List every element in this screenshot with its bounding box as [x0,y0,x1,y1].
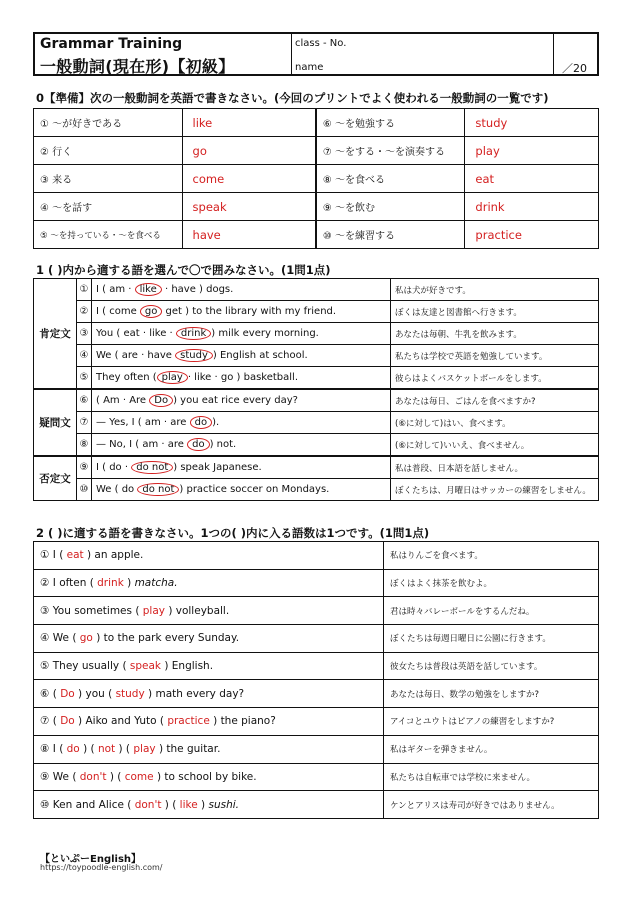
japanese-translation: ぼくは友達と図書館へ行きます。 [391,301,599,323]
table-row [34,389,599,412]
score-label: ／20 [562,62,587,75]
vocab-answer: play [465,137,599,165]
sentence: I ( am · like · have ) dogs. [92,279,391,301]
vocab-question: ① ～が好きである [34,109,183,137]
answer-word: Do [60,715,75,728]
sentence: I ( do · do not ) speak Japanese. [92,456,391,479]
vocab-question: ⑤ ～を持っている・～を食べる [34,221,183,249]
site-url[interactable]: https://toypoodle-english.com/ [40,863,163,872]
sentence: ⑥ ( Do ) you ( study ) math every day? [34,680,384,708]
table-row [34,221,599,249]
table-row [34,165,599,193]
vocab-answer: go [182,137,316,165]
vocab-answer: have [182,221,316,249]
table-row [34,791,599,819]
title-cell [35,34,292,74]
table-row [34,735,599,763]
answer-word: come [124,770,154,783]
table-row [34,412,599,434]
answer-word: eat [66,549,84,562]
circled-answer: Do [149,394,173,407]
vocab-question: ⑩ ～を練習する [316,221,465,249]
japanese-translation: 私たちは学校で英語を勉強しています。 [391,345,599,367]
sentence: — Yes, I ( am · are do ). [92,412,391,434]
circled-answer: like [135,283,162,296]
vocab-question: ⑥ ～を勉強する [316,109,465,137]
sentence: — No, I ( am · are do ) not. [92,434,391,457]
circled-answer: study [175,349,213,362]
question-number: ① [77,279,92,301]
sentence: ⑧ I ( do ) ( not ) ( play ) the guitar. [34,735,384,763]
circled-answer: do not [137,483,179,496]
answer-word: like [179,798,198,811]
group-label-negative: 否定文 [34,456,77,501]
japanese-translation: ぼくたちは、月曜日はサッカーの練習をしません。 [391,479,599,501]
japanese-translation: あなたは毎日、ごはんを食べますか? [391,389,599,412]
brand-logo-text: 【といぷーEnglish】 [40,854,142,865]
question-number: ⑨ [77,456,92,479]
vocab-question: ⑨ ～を飲む [316,193,465,221]
japanese-translation: 私たちは自転車では学校に来ません。 [384,763,599,791]
sentence: You ( eat · like · drink ) milk every morning. [92,323,391,345]
circled-answer: do not [131,461,173,474]
table-row [34,708,599,736]
table-row [34,569,599,597]
table-row [34,301,599,323]
vocab-table [33,108,599,249]
japanese-translation: 彼女たちは普段は英語を話しています。 [384,652,599,680]
class-number-label: class - No. [295,38,347,49]
section2-title: 2 ( )に適する語を書きなさい。1つの( )内に入る語数は1つです。(1問1点) [36,526,430,540]
japanese-translation: 彼らはよくバスケットボールをします。 [391,367,599,390]
question-number: ⑩ [77,479,92,501]
answer-word: not [97,743,116,756]
circled-answer: drink [176,327,211,340]
title-japanese: 一般動詞(現在形)【初級】 [40,57,235,76]
sentence: ① I ( eat ) an apple. [34,542,384,570]
japanese-translation: ケンとアリスは寿司が好きではありません。 [384,791,599,819]
japanese-translation: 私は普段、日本語を話しません。 [391,456,599,479]
japanese-translation: ぼくたちは毎週日曜日に公園に行きます。 [384,625,599,653]
sentence: I ( come go get ) to the library with my friend. [92,301,391,323]
question-number: ⑤ [77,367,92,390]
table-row [34,109,599,137]
vocab-answer: practice [465,221,599,249]
answer-word: drink [97,577,124,590]
sentence: We ( are · have study ) English at school. [92,345,391,367]
vocab-answer: study [465,109,599,137]
group-label-question: 疑問文 [34,389,77,456]
worksheet-header [33,32,599,76]
answer-word: do [66,743,80,756]
answer-word: don't [79,770,107,783]
class-name-cell [291,34,554,74]
vocab-question: ③ 来る [34,165,183,193]
sentence: ② I often ( drink ) matcha. [34,569,384,597]
table-row [34,434,599,457]
table-row [34,680,599,708]
sentence: ③ You sometimes ( play ) volleyball. [34,597,384,625]
sentence: ⑩ Ken and Alice ( don't ) ( like ) sushi. [34,791,384,819]
answer-word: play [142,604,165,617]
japanese-translation: (⑥に対して)はい、食べます。 [391,412,599,434]
title-english: Grammar Training [40,36,183,52]
vocab-question: ② 行く [34,137,183,165]
answer-word: study [115,687,145,700]
answer-word: go [79,632,93,645]
sentence: ⑨ We ( don't ) ( come ) to school by bike. [34,763,384,791]
vocab-answer: eat [465,165,599,193]
fill-in-table [33,541,599,819]
answer-word: speak [129,660,162,673]
table-row [34,597,599,625]
section1-title: 1 ( )内から適する語を選んで〇で囲みなさい。(1問1点) [36,263,331,277]
question-number: ④ [77,345,92,367]
japanese-translation: (⑥に対して)いいえ、食べません。 [391,434,599,457]
circled-answer: play [157,371,188,384]
answer-word: don't [134,798,162,811]
answer-word: play [133,743,156,756]
circled-answer: do [187,438,209,451]
vocab-question: ⑧ ～を食べる [316,165,465,193]
vocab-answer: drink [465,193,599,221]
question-number: ⑥ [77,389,92,412]
sentence: We ( do do not ) practice soccer on Mondays. [92,479,391,501]
vocab-answer: come [182,165,316,193]
table-row [34,763,599,791]
japanese-translation: ぼくはよく抹茶を飲むよ。 [384,569,599,597]
circled-answer: do [190,416,212,429]
table-row [34,652,599,680]
sentence: ⑤ They usually ( speak ) English. [34,652,384,680]
vocab-answer: like [182,109,316,137]
japanese-translation: 私はりんごを食べます。 [384,542,599,570]
japanese-translation: 私は犬が好きです。 [391,279,599,301]
table-row [34,323,599,345]
sentence: They often ( play · like · go ) basketball. [92,367,391,390]
answer-word: practice [167,715,210,728]
japanese-translation: 私はギターを弾きません。 [384,735,599,763]
section0-title: 0【準備】次の一般動詞を英語で書きなさい。(今回のプリントでよく使われる一般動詞の一覧です) [36,91,549,105]
sentence: ( Am · Are Do ) you eat rice every day? [92,389,391,412]
question-number: ⑦ [77,412,92,434]
sentence: ⑦ ( Do ) Aiko and Yuto ( practice ) the piano? [34,708,384,736]
vocab-answer: speak [182,193,316,221]
group-label-affirmative: 肯定文 [34,279,77,390]
table-row [34,137,599,165]
table-row [34,367,599,390]
table-row [34,193,599,221]
japanese-translation: あなたは毎朝、牛乳を飲みます。 [391,323,599,345]
question-number: ⑧ [77,434,92,457]
answer-word: Do [60,687,75,700]
japanese-translation: アイコとユウトはピアノの練習をしますか? [384,708,599,736]
table-row [34,279,599,301]
japanese-translation: 君は時々バレーボールをするんだね。 [384,597,599,625]
table-row [34,542,599,570]
table-row [34,479,599,501]
question-number: ③ [77,323,92,345]
name-label: name [295,62,324,73]
japanese-translation: あなたは毎日、数学の勉強をしますか? [384,680,599,708]
vocab-question: ④ ～を話す [34,193,183,221]
question-number: ② [77,301,92,323]
circled-answer: go [140,305,162,318]
table-row [34,456,599,479]
sentence: ④ We ( go ) to the park every Sunday. [34,625,384,653]
table-row [34,625,599,653]
table-row [34,345,599,367]
score-cell [553,34,597,74]
vocab-question: ⑦ ～をする・～を演奏する [316,137,465,165]
choice-table [33,278,599,501]
